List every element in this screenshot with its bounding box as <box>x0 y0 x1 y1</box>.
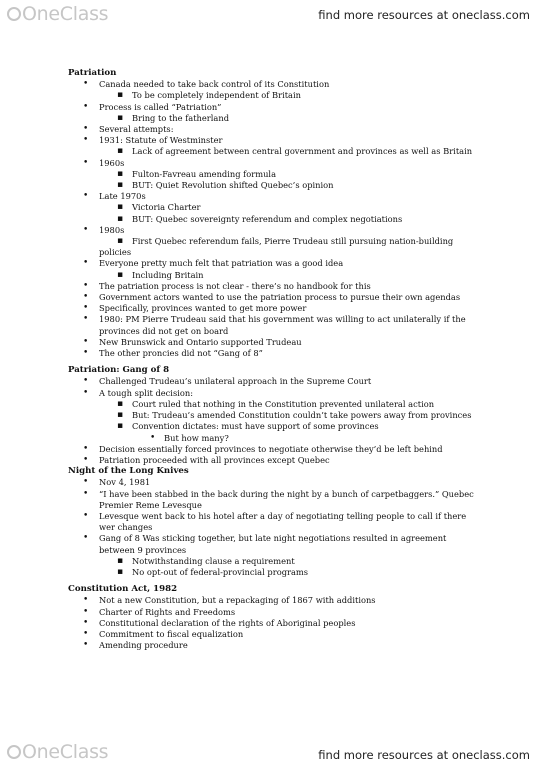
bullet-text: policies <box>99 247 132 258</box>
bullet-icon: • <box>83 454 89 465</box>
logo-circle-icon <box>7 745 21 759</box>
bullet-item <box>68 607 488 618</box>
bullet-text: BUT: Quebec sovereignty referendum and complex negotiations <box>132 213 403 224</box>
bullet-item <box>68 567 488 578</box>
bullet-item <box>68 629 488 640</box>
bullet-text: Government actors wanted to use the patriation process to pursue their own agendas <box>99 292 461 303</box>
bullet-icon: • <box>83 336 89 347</box>
bullet-text: A tough split decision: <box>99 387 194 398</box>
bullet-item <box>68 146 488 157</box>
bullet-icon: • <box>83 477 89 488</box>
bullet-item <box>68 444 488 455</box>
bullet-item <box>68 281 488 292</box>
bullet-text: BUT: Quiet Revolution shifted Quebec’s opinion <box>132 180 334 191</box>
bullet-continuation <box>68 522 488 533</box>
footer-tagline[interactable]: find more resources at oneclass.com <box>318 748 530 762</box>
bullet-text: 1980s <box>99 224 125 235</box>
bullet-continuation <box>68 247 488 258</box>
bullet-icon: • <box>83 224 89 235</box>
logo-text: OneClass <box>22 741 109 763</box>
bullet-text: The other proncies did not “Gang of 8” <box>99 348 263 359</box>
bullet-text: Nov 4, 1981 <box>99 477 151 488</box>
bullet-item <box>68 79 488 90</box>
bullet-text: Challenged Trudeau’s unilateral approach in the Supreme Court <box>99 376 372 387</box>
bullet-icon: • <box>83 303 89 314</box>
bullet-item <box>68 202 488 213</box>
bullet-continuation <box>68 326 488 337</box>
bullet-icon: ▪ <box>117 236 124 247</box>
bullet-text: Not a new Constitution, but a repackaging of 1867 with additions <box>99 595 376 606</box>
bullet-item <box>68 314 488 325</box>
bullet-icon: • <box>83 595 89 606</box>
bullet-text: No opt-out of federal-provincial programs <box>132 566 309 577</box>
bullet-text: provinces did not get on board <box>99 325 229 336</box>
bullet-text: But how many? <box>164 432 229 443</box>
bullet-text: First Quebec referendum fails, Pierre Trudeau still pursuing nation-building <box>132 236 454 247</box>
logo-text: OneClass <box>22 3 109 25</box>
bullet-text: Constitutional declaration of the rights of Aboriginal peoples <box>99 617 356 628</box>
bullet-text: Charter of Rights and Freedoms <box>99 606 236 617</box>
bullet-item <box>68 433 488 444</box>
bullet-item <box>68 511 488 522</box>
bullet-item <box>68 455 488 466</box>
bullet-text: wer changes <box>99 522 153 533</box>
bullet-text: Process is called “Patriation” <box>99 101 222 112</box>
bullet-text: Patriation proceeded with all provinces except Quebec <box>99 454 330 465</box>
bullet-icon: • <box>83 387 89 398</box>
bullet-icon: ▪ <box>117 180 124 191</box>
header-tagline[interactable]: find more resources at oneclass.com <box>318 8 530 22</box>
bullet-text: Notwithstanding clause a requirement <box>132 555 295 566</box>
bullet-item <box>68 399 488 410</box>
section-heading: Patriation: Gang of 8 <box>68 365 170 376</box>
bullet-icon: ▪ <box>117 421 124 432</box>
bullet-continuation <box>68 500 488 511</box>
bullet-icon: ▪ <box>117 202 124 213</box>
bullet-item <box>68 489 488 500</box>
bullet-item <box>68 337 488 348</box>
document-body <box>68 68 488 651</box>
bullet-text: Fulton-Favreau amending formula <box>132 168 277 179</box>
bullet-icon: ▪ <box>117 398 124 409</box>
bullet-text: Amending procedure <box>99 640 188 651</box>
bullet-item <box>68 258 488 269</box>
bullet-item <box>68 618 488 629</box>
bullet-item <box>68 90 488 101</box>
bullet-text: Including Britain <box>132 269 204 280</box>
bullet-icon: ▪ <box>117 269 124 280</box>
bullet-text: Late 1970s <box>99 191 146 202</box>
bullet-item <box>68 376 488 387</box>
oneclass-logo-bottom[interactable] <box>7 743 108 762</box>
bullet-item <box>68 477 488 488</box>
bullet-item <box>68 236 488 247</box>
bullet-icon: ▪ <box>117 112 124 123</box>
bullet-text: 1980: PM Pierre Trudeau said that his government was willing to act unilaterally if the <box>99 314 466 325</box>
bullet-item <box>68 113 488 124</box>
bullet-text: The patriation process is not clear - there’s no handbook for this <box>99 280 371 291</box>
bullet-icon: • <box>83 101 89 112</box>
bullet-icon: • <box>83 376 89 387</box>
bullet-text: Victoria Charter <box>132 202 201 213</box>
section-heading: Patriation <box>68 68 117 78</box>
bullet-icon: • <box>83 628 89 639</box>
bullet-text: Bring to the fatherland <box>132 112 230 123</box>
bullet-text: 1931: Statute of Westminster <box>99 135 223 146</box>
section-heading: Constitution Act, 1982 <box>68 584 178 595</box>
bullet-item <box>68 303 488 314</box>
bullet-item <box>68 595 488 606</box>
bullet-text: Premier Reme Levesque <box>99 499 202 510</box>
bullet-item <box>68 169 488 180</box>
section-heading: Night of the Long Knives <box>68 466 189 477</box>
bullet-icon: • <box>83 135 89 146</box>
bullet-item <box>68 410 488 421</box>
bullet-text: Gang of 8 Was sticking together, but late night negotiations resulted in agreement <box>99 533 447 544</box>
bullet-icon: • <box>83 606 89 617</box>
bullet-text: Everyone pretty much felt that patriation was a good idea <box>99 258 344 269</box>
bullet-icon: • <box>83 640 89 651</box>
bullet-item <box>68 180 488 191</box>
bullet-item <box>68 225 488 236</box>
bullet-icon: ▪ <box>117 410 124 421</box>
bullet-item <box>68 158 488 169</box>
bullet-text: But: Trudeau’s amended Constitution couldn’t take powers away from provinces <box>132 410 472 421</box>
bullet-item <box>68 102 488 113</box>
bullet-icon: • <box>150 432 156 443</box>
bullet-item <box>68 348 488 359</box>
bullet-text: Decision essentially forced provinces to negotiate otherwise they’d be left behind <box>99 443 443 454</box>
bullet-icon: • <box>83 280 89 291</box>
bullet-icon: • <box>83 510 89 521</box>
bullet-text: 1960s <box>99 157 125 168</box>
bullet-item <box>68 388 488 399</box>
bullet-text: Levesque went back to his hotel after a day of negotiating telling people to call if there <box>99 510 467 521</box>
bullet-icon: • <box>83 79 89 90</box>
bullet-text: “I have been stabbed in the back during the night by a bunch of carpetbaggers.” Quebec <box>99 488 474 499</box>
bullet-item <box>68 292 488 303</box>
bullet-icon: • <box>83 191 89 202</box>
bullet-text: between 9 provinces <box>99 544 187 555</box>
bullet-icon: • <box>83 533 89 544</box>
bullet-icon: • <box>83 157 89 168</box>
bullet-icon: • <box>83 292 89 303</box>
bullet-icon: • <box>83 443 89 454</box>
oneclass-logo-top[interactable] <box>7 5 108 24</box>
bullet-icon: ▪ <box>117 90 124 101</box>
bullet-item <box>68 191 488 202</box>
bullet-icon: ▪ <box>117 168 124 179</box>
bullet-icon: • <box>83 348 89 359</box>
bullet-item <box>68 270 488 281</box>
bullet-icon: ▪ <box>117 555 124 566</box>
bullet-item <box>68 135 488 146</box>
bullet-item <box>68 556 488 567</box>
logo-circle-icon <box>7 7 21 21</box>
bullet-item <box>68 421 488 432</box>
bullet-text: Specifically, provinces wanted to get more power <box>99 303 307 314</box>
bullet-icon: • <box>83 488 89 499</box>
bullet-item <box>68 124 488 135</box>
bullet-continuation <box>68 545 488 556</box>
bullet-text: To be completely independent of Britain <box>132 90 302 101</box>
bullet-icon: • <box>83 124 89 135</box>
bullet-text: Canada needed to take back control of its Constitution <box>99 79 330 90</box>
bullet-text: Commitment to fiscal equalization <box>99 628 244 639</box>
bullet-icon: ▪ <box>117 566 124 577</box>
bullet-icon: ▪ <box>117 146 124 157</box>
bullet-item <box>68 214 488 225</box>
bullet-item <box>68 533 488 544</box>
bullet-icon: ▪ <box>117 213 124 224</box>
bullet-text: Lack of agreement between central government and provinces as well as Britain <box>132 146 473 157</box>
bullet-icon: • <box>83 617 89 628</box>
bullet-text: Convention dictates: must have support of some provinces <box>132 421 379 432</box>
bullet-icon: • <box>83 258 89 269</box>
bullet-item <box>68 640 488 651</box>
bullet-icon: • <box>83 314 89 325</box>
bullet-text: New Brunswick and Ontario supported Trudeau <box>99 336 302 347</box>
bullet-text: Court ruled that nothing in the Constitution prevented unilateral action <box>132 398 435 409</box>
bullet-text: Several attempts: <box>99 124 174 135</box>
